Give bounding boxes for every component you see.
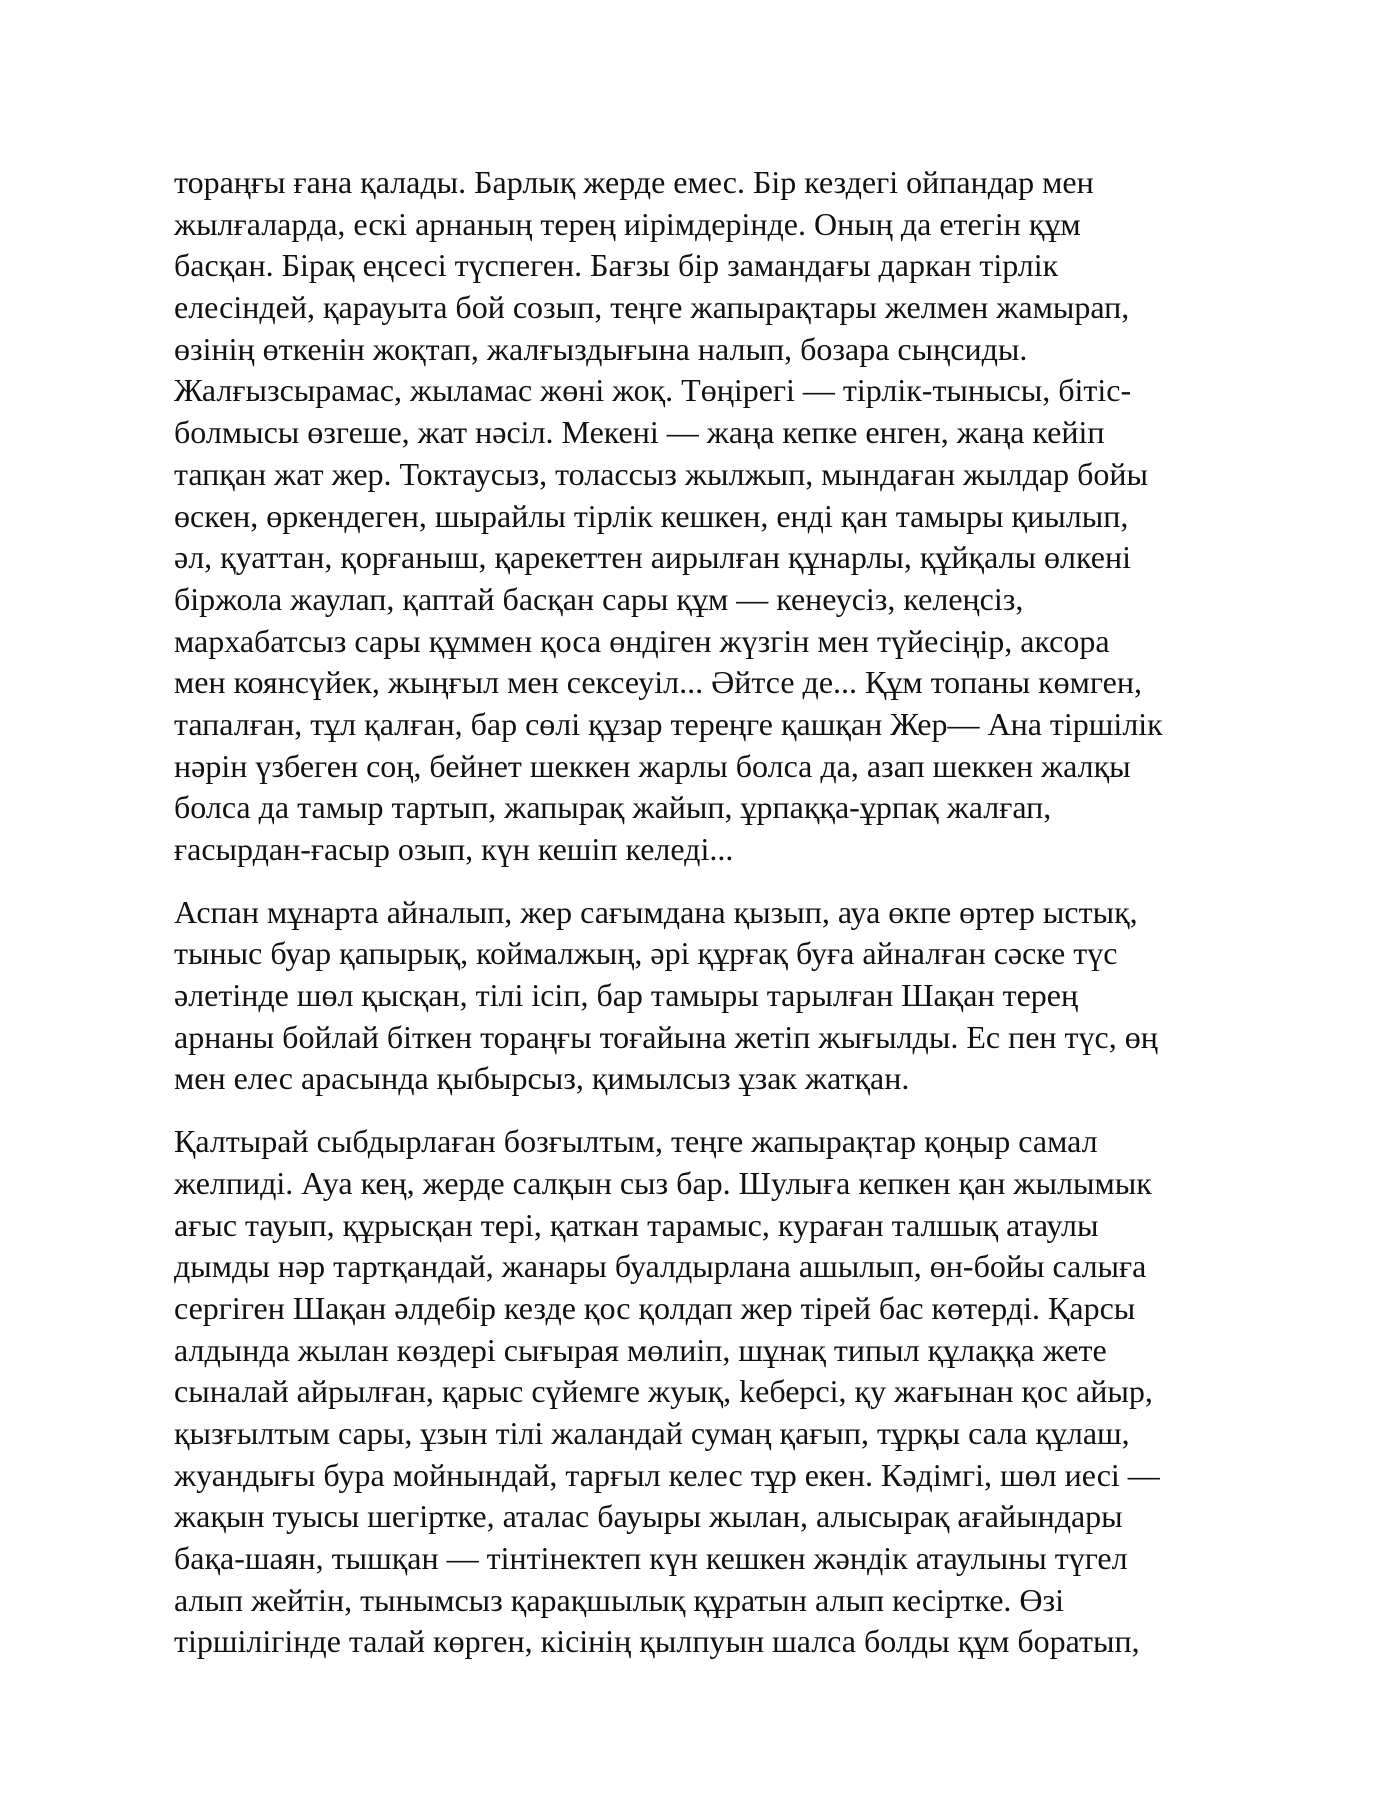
text-line: Қалтырай сыбдырлаған бозғылтым, теңге жапырақтар қоңыр самал	[174, 1123, 1098, 1160]
text-line: жылғаларда, ескі арнаның терең иірімдерінде. Оның да етегін құм	[174, 205, 1081, 242]
text-line: тіршілігінде талай көрген, кісінің қылпуын шалса болды құм боратып,	[174, 1623, 1140, 1660]
text-line: Аспан мұнарта айналып, жер сағымдана қызып, ауа өкпе өртер ыстық,	[174, 893, 1138, 930]
text-line: болса да тамыр тартып, жапырақ жайып, ұрпаққа-ұрпақ жалғап,	[174, 789, 1052, 826]
text-line: Жалғызсырамас, жыламас жөні жоқ. Төңірегі — тірлік-тынысы, бітіс-	[174, 372, 1132, 409]
text-line: өзінің өткенін жоқтап, жалғыздығына налып, бозара сыңсиды.	[174, 330, 1028, 367]
text-line: өскен, өркендеген, шырайлы тірлік кешкен, енді қан тамыры қиылып,	[174, 497, 1129, 534]
text-line: мен коянсүйек, жыңғыл мен сексеуіл... Әйтсе де... Құм топаны көмген,	[174, 664, 1142, 701]
text-line: басқан. Бірақ еңсесі түспеген. Бағзы бір замандағы даркан тірлік	[174, 247, 1059, 284]
text-line: дымды нәр тартқандай, жанары буалдырлана ашылып, өн-бойы салыға	[174, 1248, 1147, 1285]
text-line: болмысы өзгеше, жат нәсіл. Мекені — жаңа кепке енген, жаңа кейіп	[174, 414, 1105, 451]
text-line: бақа-шаян, тышқан — тінтінектеп күн кешкен жәндік атаулыны түгел	[174, 1540, 1128, 1576]
text-line: желпиді. Ауа кең, жерде салқын сыз бар. Шулыға кепкен қан жылымык	[174, 1164, 1152, 1201]
text-line: ағыс тауып, құрысқан тері, қаткан тарамыс, кураған талшық атаулы	[174, 1206, 1099, 1243]
text-line: жақын туысы шегіртке, аталас бауыры жылан, алысырақ ағайындары	[174, 1498, 1123, 1535]
text-line: тораңғы ғана қалады. Барлық жерде емес. Бір кездегі ойпандар мен	[174, 164, 1094, 200]
text-line: тапқан жат жер. Токтаусыз, толассыз жылжып, мындаған жылдар бойы	[174, 455, 1149, 492]
text-line: біржола жаулап, қаптай басқан сары құм — кенеусіз, келеңсіз,	[174, 580, 1024, 617]
text-line: тапалған, тұл қалған, бар сөлі құзар тереңге қашқан Жер— Ана тіршілік	[174, 705, 1163, 742]
body-text	[174, 162, 1234, 1684]
text-line: ғасырдан-ғасыр озып, күн кешіп келеді...	[174, 831, 734, 867]
text-line: алып жейтін, тынымсыз қарақшылық құратын алып кесіртке. Өзі	[174, 1581, 1065, 1618]
paragraph	[174, 162, 1234, 871]
text-line: сыналай айрылған, қарыс сүйемге жуық, keберсі, қу жағынан қос айыр,	[174, 1373, 1153, 1410]
text-line: арнаны бойлай біткен тораңғы тоғайына жетіп жығылды. Ес пен түс, өң	[174, 1018, 1158, 1055]
text-line: мархабатсыз сары құммен қоса өндіген жүзгін мен түйесіңір, аксора	[174, 622, 1110, 659]
text-line: сергіген Шақан әлдебір кезде қос қолдап жер тірей бас көтерді. Қарсы	[174, 1289, 1136, 1326]
text-line: елесіндей, қарауыта бой созып, теңге жапырақтары желмен жамырап,	[174, 289, 1130, 326]
text-line: мен елес арасында қыбырсыз, қимылсыз ұзак жатқан.	[174, 1060, 910, 1097]
text-line: әлетінде шөл қысқан, тілі ісіп, бар тамыры тарылған Шақан терең	[174, 977, 1079, 1014]
paragraph	[174, 892, 1234, 1100]
text-line: алдында жылан көздері сығырая мөлиіп, шұнақ типыл құлаққа жете	[174, 1331, 1107, 1368]
text-line: нәрін үзбеген соң, бейнет шеккен жарлы болса да, азап шеккен жалқы	[174, 747, 1131, 784]
text-line: жуандығы бура мойнындай, тарғыл келес тұр екен. Кәдімгі, шөл иесі —	[174, 1456, 1160, 1493]
paragraph	[174, 1121, 1234, 1663]
text-line: әл, қуаттан, қорғаныш, қарекеттен аирылған құнарлы, құйқалы өлкені	[174, 539, 1131, 576]
text-line: тыныс буар қапырық, коймалжың, әрі құрғақ буға айналған сәске түс	[174, 935, 1118, 972]
text-line: қызғылтым сары, ұзын тілі жаландай сумаң қағып, тұрқы сала құлаш,	[174, 1414, 1130, 1451]
